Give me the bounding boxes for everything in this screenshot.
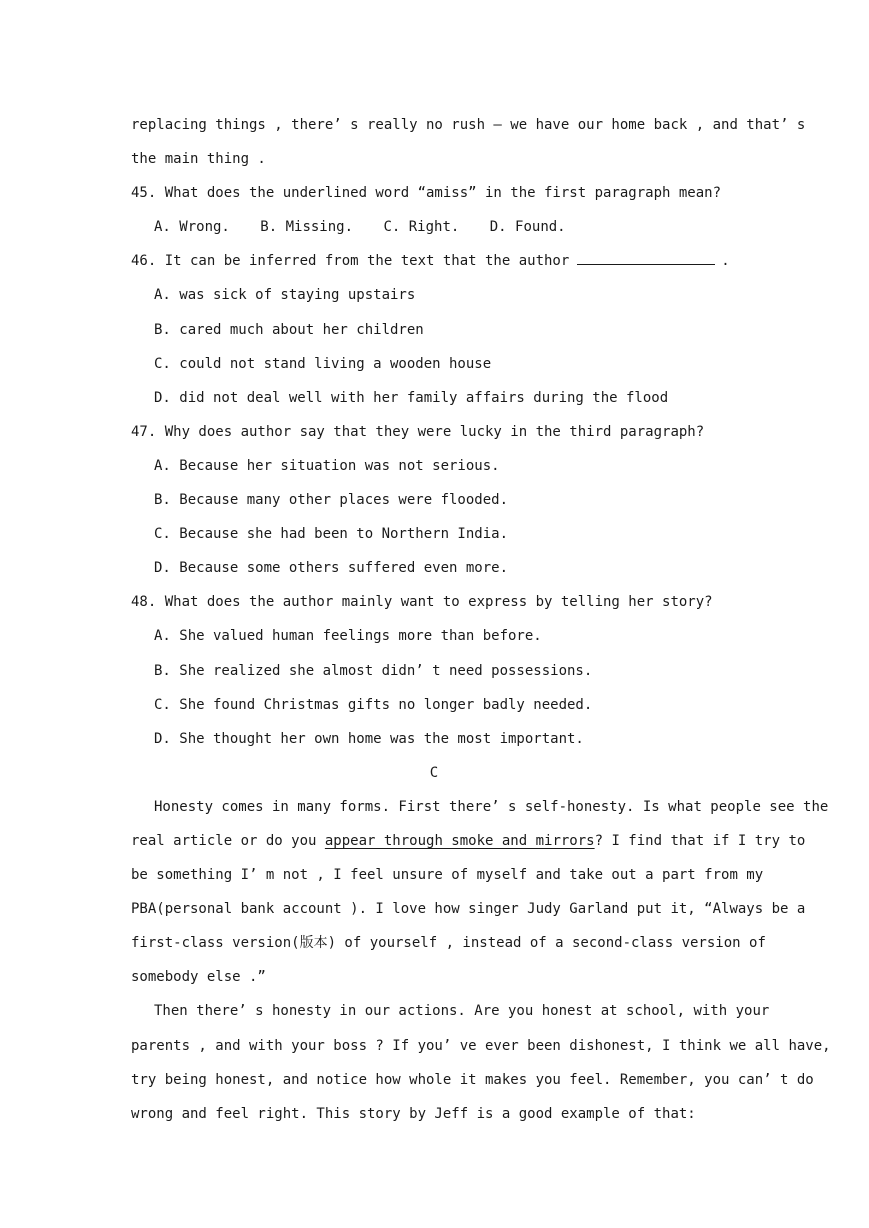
- paragraph-line: parents , and with your boss ? If you’ ve ever been dishonest, I think we all have,: [131, 1037, 831, 1054]
- paragraph-line: [131, 824, 806, 858]
- section-heading: C: [429, 764, 439, 781]
- option-b[interactable]: B. She realized she almost didn’ t need possessions.: [154, 662, 593, 679]
- option-d[interactable]: D. Found.: [489, 219, 566, 236]
- option-a[interactable]: A. She valued human feelings more than before.: [154, 628, 542, 645]
- option-c[interactable]: C. Because she had been to Northern India.: [154, 526, 509, 543]
- option-c[interactable]: C. She found Christmas gifts no longer badly needed.: [154, 696, 593, 713]
- option-d[interactable]: D. Because some others suffered even more.: [154, 560, 509, 577]
- underlined-phrase: appear through smoke and mirrors: [324, 832, 595, 849]
- paragraph-line: somebody else .”: [131, 969, 266, 986]
- question-45-options: [131, 210, 737, 244]
- text-span: real article or do you: [131, 832, 325, 849]
- passage-text-line: replacing things , there’ s really no rush — we have our home back , and that’ s: [131, 117, 806, 133]
- option-d[interactable]: D. did not deal well with her family affairs during the flood: [154, 389, 669, 406]
- question-46-stem: [131, 244, 737, 278]
- paragraph-line: first-class version(版本) of yourself , instead of a second-class version of: [131, 935, 766, 952]
- paragraph-line: Honesty comes in many forms. First there’ s self-honesty. Is what people see the: [154, 798, 829, 815]
- passage-text-line: the main thing .: [131, 151, 266, 168]
- paragraph-line: PBA(personal bank account ). I love how singer Judy Garland put it, “Always be a: [131, 901, 806, 918]
- answer-blank: [577, 263, 715, 265]
- option-b[interactable]: B. Because many other places were flooded.: [154, 492, 509, 509]
- option-b[interactable]: B. cared much about her children: [154, 321, 424, 338]
- exam-page: [131, 108, 831, 1131]
- option-b[interactable]: B. Missing.: [260, 219, 354, 236]
- option-a[interactable]: A. Because her situation was not serious.: [154, 457, 500, 474]
- question-46-stem-end: .: [721, 253, 730, 270]
- option-a[interactable]: A. was sick of staying upstairs: [154, 287, 416, 304]
- option-c[interactable]: C. Right.: [383, 219, 460, 236]
- question-48-stem: 48. What does the author mainly want to express by telling her story?: [131, 594, 713, 611]
- paragraph-line: wrong and feel right. This story by Jeff is a good example of that:: [131, 1105, 696, 1122]
- paragraph-line: be something I’ m not , I feel unsure of myself and take out a part from my: [131, 867, 764, 884]
- question-47-stem: 47. Why does author say that they were lucky in the third paragraph?: [131, 423, 705, 440]
- option-a[interactable]: A. Wrong.: [154, 219, 230, 236]
- option-d[interactable]: D. She thought her own home was the most important.: [154, 730, 584, 747]
- question-46-stem-text: 46. It can be inferred from the text that the author: [131, 253, 570, 270]
- paragraph-line: try being honest, and notice how whole it makes you feel. Remember, you can’ t do: [131, 1071, 814, 1088]
- text-span: ? I find that if I try to: [594, 832, 806, 849]
- option-c[interactable]: C. could not stand living a wooden house: [154, 355, 492, 372]
- question-45-stem: 45. What does the underlined word “amiss” in the first paragraph mean?: [131, 185, 722, 202]
- paragraph-line: Then there’ s honesty in our actions. Are you honest at school, with your: [154, 1003, 770, 1020]
